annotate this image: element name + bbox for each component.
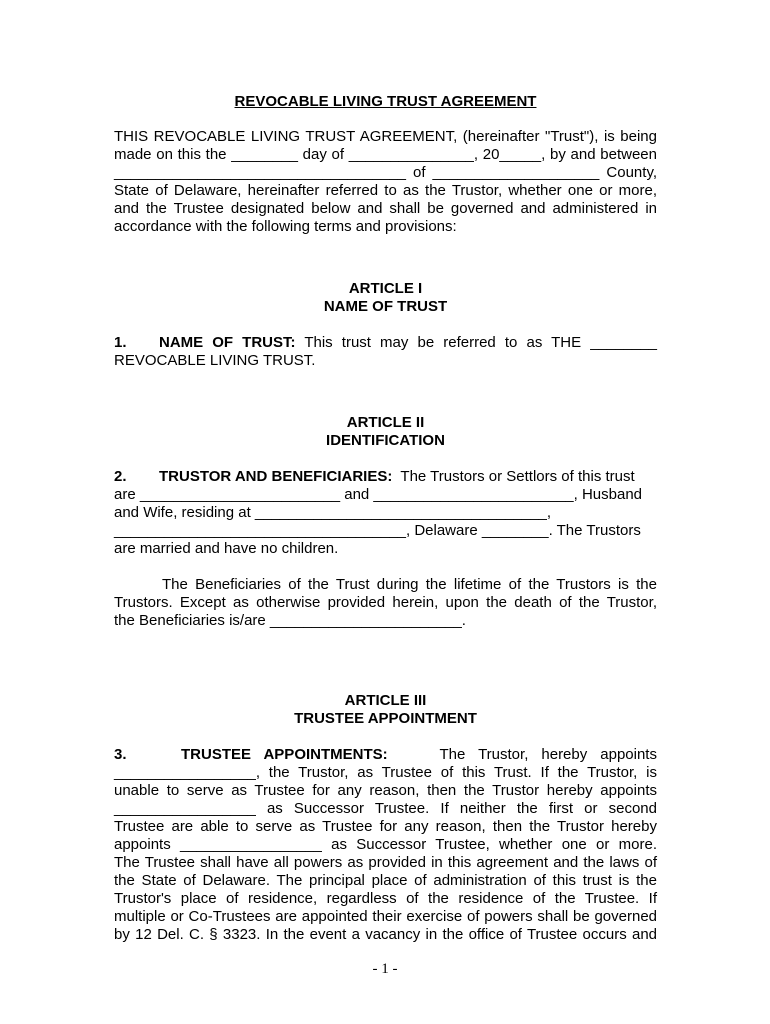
section-text: This trust may be referred to as THE ________ [304,334,657,351]
intro-paragraph [114,128,657,236]
beneficiaries-paragraph [114,576,657,630]
article-3-heading: ARTICLE III [344,692,427,709]
section-3-line: appoints _________________ as Successor Trustee, whether one or more. [114,836,657,853]
section-number: 2. [114,468,127,485]
intro-line: and the Trustee designated below and shall be governed and administered in [114,200,657,217]
section-1 [114,334,657,370]
beneficiaries-line: Trustors. Except as otherwise provided herein, upon the death of the Trustor, [114,594,657,611]
section-3-line [114,746,657,764]
section-2-line [114,468,657,486]
section-text: The Trustor, hereby appoints [439,746,657,763]
beneficiaries-line: the Beneficiaries is/are _______________________. [114,612,466,629]
intro-line: accordance with the following terms and provisions: [114,218,457,235]
article-2-subheading: IDENTIFICATION [326,432,445,449]
section-2-line: are ________________________ and ________________________, Husband [114,486,643,503]
page-number: - 1 - [372,961,398,977]
intro-line: made on this the ________ day of _______________, 20_____, by and between [114,146,657,163]
section-1-line: REVOCABLE LIVING TRUST. [114,352,316,369]
article-2-heading: ARTICLE II [346,414,425,431]
beneficiaries-line: The Beneficiaries of the Trust during the lifetime of the Trustors is the [162,576,657,593]
section-2-line: ___________________________________, Delaware ________. The Trustors [114,522,641,539]
section-2 [114,468,657,558]
article-3-subheading: TRUSTEE APPOINTMENT [294,710,477,727]
section-2-line: and Wife, residing at ___________________________________, [114,504,552,521]
section-1-line [114,334,657,352]
intro-line: State of Delaware, hereinafter referred to as the Trustor, whether one or more, [114,182,657,199]
document-body [114,93,657,944]
article-1-subheading: NAME OF TRUST [323,298,448,315]
section-3-line: multiple or Co-Trustees are appointed their exercise of powers shall be governed [114,908,657,925]
section-3-line: Trustor's place of residence, regardless of the residence of the Trustee. If [114,890,657,907]
section-3-line: Trustee are able to serve as Trustee for any reason, then the Trustor hereby [114,818,657,835]
intro-line: ___________________________________ of ____________________ County, [114,164,657,181]
section-lead: TRUSTEE APPOINTMENTS: [181,746,388,763]
section-lead: NAME OF TRUST: [159,334,296,351]
section-number: 3. [114,746,127,763]
section-3-line: _________________, the Trustor, as Trustee of this Trust. If the Trustor, is [114,764,657,781]
section-3 [114,746,657,944]
section-3-line: unable to serve as Trustee for any reason, then the Trustor hereby appoints [114,782,657,799]
section-3-line: _________________ as Successor Trustee. If neither the first or second [114,800,657,817]
section-number: 1. [114,334,127,351]
section-3-line: the State of Delaware. The principal place of administration of this trust is the [114,872,657,889]
article-1-heading: ARTICLE I [348,280,423,297]
section-3-line: The Trustee shall have all powers as provided in this agreement and the laws of [114,854,657,871]
section-text: The Trustors or Settlors of this trust [400,468,635,485]
intro-line: THIS REVOCABLE LIVING TRUST AGREEMENT, (hereinafter "Trust"), is being [114,128,657,145]
section-3-line: by 12 Del. C. § 3323. In the event a vacancy in the office of Trustee occurs and [114,926,657,943]
section-2-line: are married and have no children. [114,540,339,557]
section-lead: TRUSTOR AND BENEFICIARIES: [159,468,393,485]
document-title: REVOCABLE LIVING TRUST AGREEMENT [234,93,537,110]
